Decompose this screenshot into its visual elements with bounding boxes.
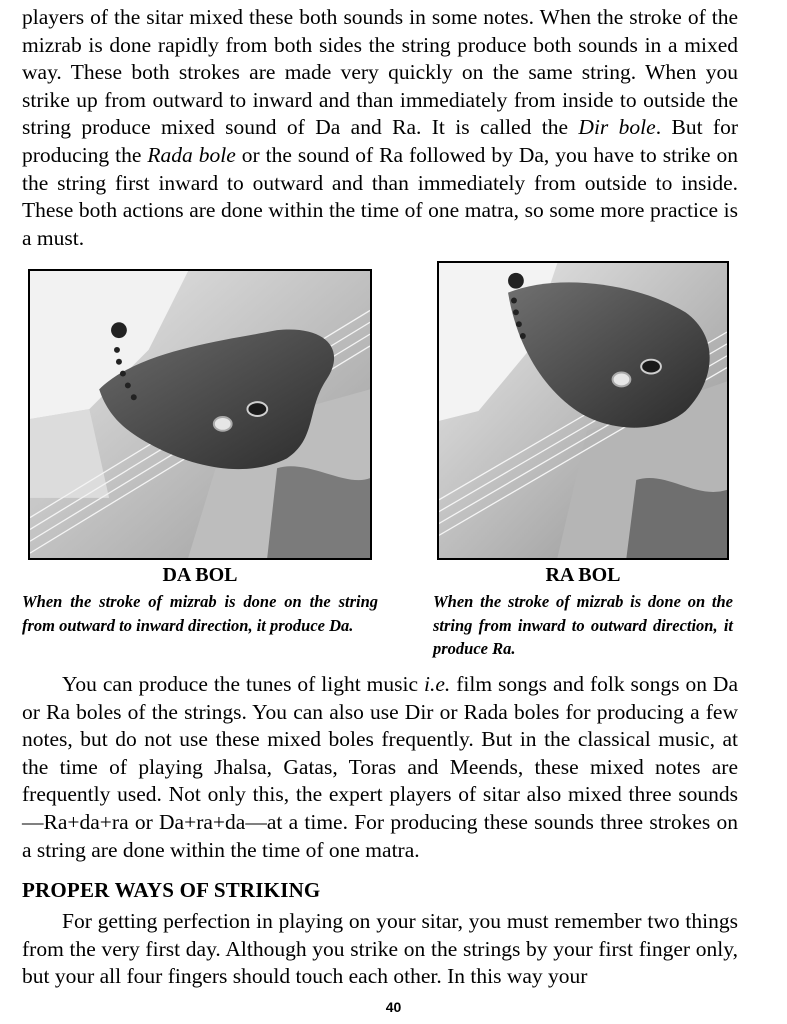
rada-bole-term: Rada bole bbox=[147, 142, 236, 167]
ie-abbreviation: i.e. bbox=[423, 672, 451, 696]
page-number: 40 bbox=[385, 999, 402, 1015]
light-music-paragraph: You can produce the tunes of light music i.e. film songs and folk songs on Da or Ra boles of the strings. You can also use Dir or Rada boles for producing a few notes, but do not use these mixed boles frequently. But in the classical music, at the time of playing Jhalsa, Gatas, Toras and Meends, these mixed notes are frequently used. Not only this, the expert players of sitar also mixed three sounds—Ra+da+ra or Da+ra+da—at a time. For producing these sounds three strokes on a string are done within the time of one matra. bbox=[22, 672, 739, 862]
section-heading: PROPER WAYS OF STRIKING bbox=[22, 878, 321, 902]
da-bol-caption: When the stroke of mizrab is done on the string from outward to inward direction, it produce Da. bbox=[22, 592, 378, 635]
ra-bol-title: RA BOL bbox=[545, 564, 621, 586]
da-bol-photo bbox=[28, 269, 372, 560]
striking-paragraph: For getting perfection in playing on your sitar, you must remember two things from the very first day. Although you strike on the strings by your first finger only, but your all four fingers should touch each other. In this way your bbox=[22, 909, 738, 989]
dir-bole-term: Dir bole bbox=[578, 115, 656, 140]
intro-paragraph: players of the sitar mixed these both sounds in some notes. When the stroke of the mizrab is done rapidly from both sides the string produce both sounds in a mixed way. These both strokes are made very quickly on the same string. When you strike up from outward to inward and than immediately from inside to outside the string produce mixed sound of Da and Ra. It is called the Dir bole. But for producing the Rada bole or the sound of Ra followed by Da, you have to strike on the string first inward to outward and than immediately from outside to inside. These both actions are done within the time of one matra, so some more practice is a must. bbox=[22, 5, 739, 250]
ra-bol-caption: When the stroke of mizrab is done on the string from inward to outward direction, it produce Ra. bbox=[433, 592, 733, 658]
ra-bol-photo bbox=[437, 261, 729, 560]
da-bol-title: DA BOL bbox=[162, 564, 238, 586]
